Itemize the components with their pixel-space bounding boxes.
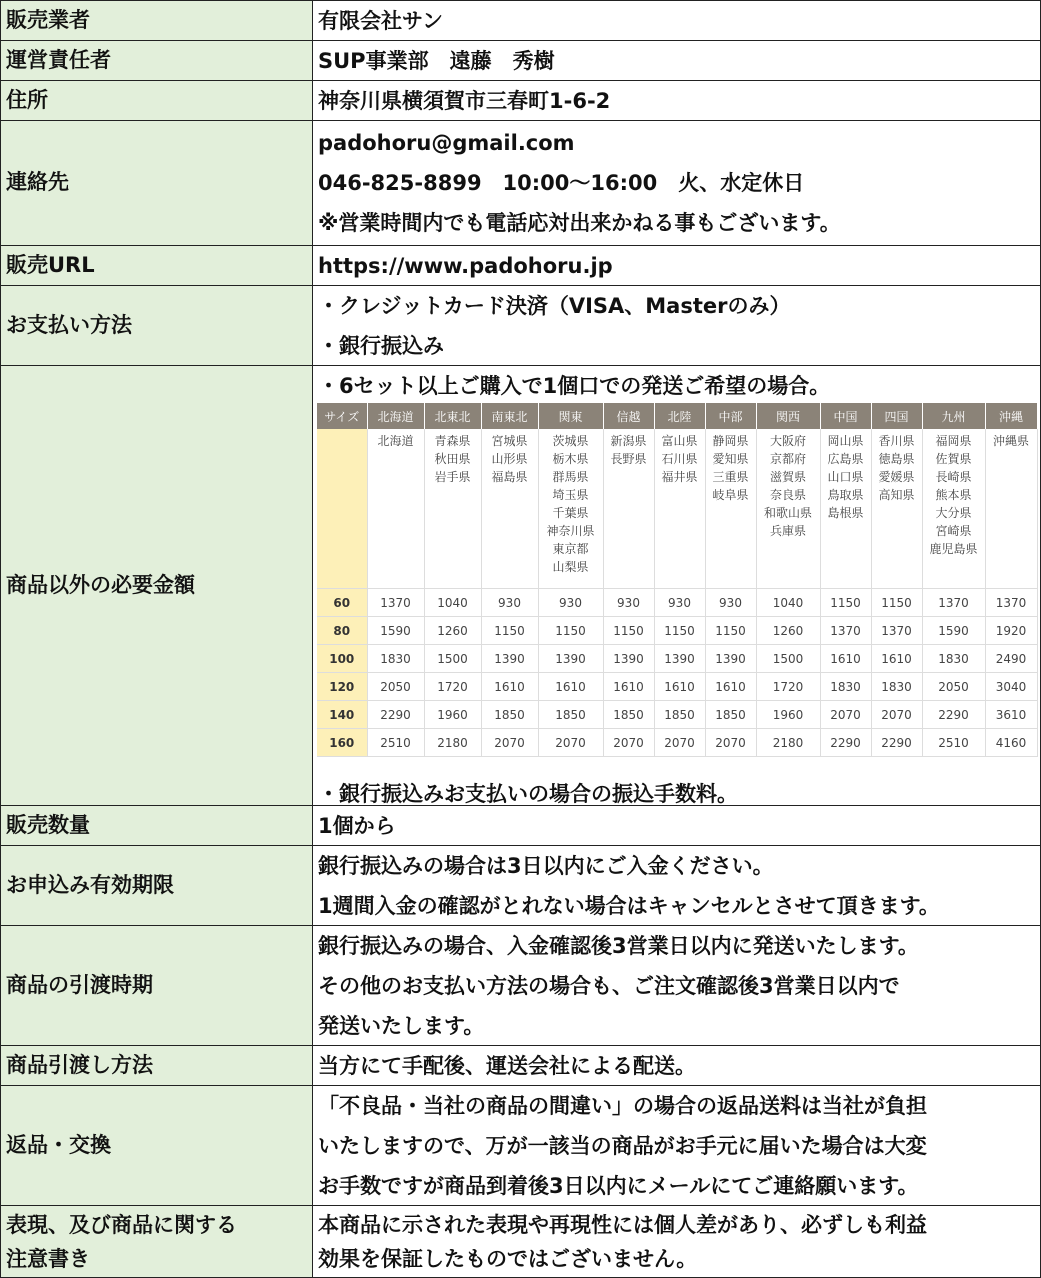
prefecture-name: 和歌山県 xyxy=(763,506,812,520)
prefecture-name: 静岡県 xyxy=(712,434,749,448)
prefecture-name: 滋賀県 xyxy=(769,470,806,484)
shipping-header-6: 北陸 xyxy=(654,403,705,429)
shipping-header-1: 北海道 xyxy=(367,403,424,429)
label-payment: お支払い方法 xyxy=(0,285,313,365)
price-cell: 2290 xyxy=(871,729,922,757)
label-seller: 販売業者 xyxy=(0,0,313,40)
prefecture-cell-1 xyxy=(367,429,424,589)
prefecture-name: 佐賀県 xyxy=(935,452,972,466)
label-method: 商品引渡し方法 xyxy=(0,1045,313,1085)
prefecture-name: 愛媛県 xyxy=(878,470,915,484)
price-cell: 1720 xyxy=(424,673,481,701)
prefecture-name: 沖縄県 xyxy=(992,434,1029,448)
value-deadline xyxy=(313,845,1041,925)
prefecture-name: 徳島県 xyxy=(878,452,915,466)
shipping-header-10: 四国 xyxy=(871,403,922,429)
price-row-80 xyxy=(317,617,1037,645)
price-cell: 1720 xyxy=(756,673,820,701)
prefecture-name: 愛知県 xyxy=(712,452,749,466)
price-cell: 1830 xyxy=(820,673,871,701)
price-cell: 1260 xyxy=(756,617,820,645)
prefecture-name: 岡山県 xyxy=(827,434,864,448)
prefecture-name: 東京都 xyxy=(552,542,589,556)
price-cell: 1960 xyxy=(424,701,481,729)
price-cell: 1150 xyxy=(654,617,705,645)
price-cell: 1370 xyxy=(820,617,871,645)
shipping-header-12: 沖縄 xyxy=(985,403,1037,429)
price-cell: 2050 xyxy=(922,673,985,701)
shipping-header-4: 関東 xyxy=(538,403,603,429)
returns-line-2: いたしますので、万が一該当の商品がお手元に届いた場合は大変 xyxy=(318,1133,927,1158)
price-cell: 2490 xyxy=(985,645,1037,673)
row-delivery xyxy=(0,925,1041,1045)
label-returns: 返品・交換 xyxy=(0,1085,313,1205)
prefecture-name: 山口県 xyxy=(827,470,864,484)
shipping-header-5: 信越 xyxy=(603,403,654,429)
price-cell: 1150 xyxy=(481,617,538,645)
price-cell: 1150 xyxy=(820,589,871,617)
row-seller xyxy=(0,0,1041,40)
price-cell: 2070 xyxy=(538,729,603,757)
value-payment xyxy=(313,285,1041,365)
price-cell: 3040 xyxy=(985,673,1037,701)
price-cell: 930 xyxy=(603,589,654,617)
prefecture-name: 三重県 xyxy=(712,470,749,484)
prefecture-name: 島根県 xyxy=(827,506,864,520)
label-address: 住所 xyxy=(0,80,313,120)
price-cell: 2290 xyxy=(922,701,985,729)
prefecture-cell-12 xyxy=(985,429,1037,589)
returns-line-3: お手数ですが商品到着後3日以内にメールにてご連絡願います。 xyxy=(318,1173,919,1198)
size-cell: 160 xyxy=(317,729,367,757)
row-returns xyxy=(0,1085,1041,1205)
price-cell: 2070 xyxy=(654,729,705,757)
label-url: 販売URL xyxy=(0,245,313,285)
notes-label-line-2: 注意書き xyxy=(6,1247,90,1271)
prefecture-name: 福岡県 xyxy=(935,434,972,448)
delivery-line-1: 銀行振込みの場合、入金確認後3営業日以内に発送いたします。 xyxy=(318,933,919,958)
price-cell: 1610 xyxy=(481,673,538,701)
price-cell: 930 xyxy=(481,589,538,617)
price-cell: 1040 xyxy=(424,589,481,617)
size-cell: 100 xyxy=(317,645,367,673)
price-cell: 2070 xyxy=(871,701,922,729)
prefecture-cell-2 xyxy=(424,429,481,589)
notes-line-1: 本商品に示された表現や再現性には個人差があり、必ずしも利益 xyxy=(318,1213,927,1237)
contact-phone-hours: 046-825-8899 10:00～16:00 火、水定休日 xyxy=(318,171,805,195)
label-quantity: 販売数量 xyxy=(0,805,313,845)
price-cell: 1850 xyxy=(705,701,756,729)
prefecture-cell-10 xyxy=(871,429,922,589)
price-cell: 2510 xyxy=(367,729,424,757)
price-cell: 3610 xyxy=(985,701,1037,729)
value-contact xyxy=(313,120,1041,245)
price-cell: 1500 xyxy=(756,645,820,673)
shipping-header-2: 北東北 xyxy=(424,403,481,429)
prefecture-name: 京都府 xyxy=(769,452,806,466)
row-address xyxy=(0,80,1041,120)
value-quantity xyxy=(313,805,1041,845)
shipping-header-11: 九州 xyxy=(922,403,985,429)
label-delivery: 商品の引渡時期 xyxy=(0,925,313,1045)
prefecture-name: 福島県 xyxy=(491,470,528,484)
price-cell: 1150 xyxy=(538,617,603,645)
label-contact: 連絡先 xyxy=(0,120,313,245)
price-cell: 2070 xyxy=(820,701,871,729)
row-manager xyxy=(0,40,1041,80)
price-cell: 1610 xyxy=(538,673,603,701)
prefecture-name: 埼玉県 xyxy=(552,488,589,502)
prefecture-name: 鹿児島県 xyxy=(929,542,978,556)
label-fees: 商品以外の必要金額 xyxy=(0,365,313,805)
price-cell: 2290 xyxy=(820,729,871,757)
prefecture-name: 新潟県 xyxy=(610,434,647,448)
prefecture-row xyxy=(317,429,1037,589)
label-manager: 運営責任者 xyxy=(0,40,313,80)
prefecture-cell-5 xyxy=(603,429,654,589)
method-text: 当方にて手配後、運送会社による配送。 xyxy=(318,1053,696,1078)
price-cell: 1370 xyxy=(922,589,985,617)
price-cell: 1390 xyxy=(481,645,538,673)
prefecture-name: 福井県 xyxy=(661,470,698,484)
price-cell: 2180 xyxy=(756,729,820,757)
price-cell: 1390 xyxy=(705,645,756,673)
price-cell: 1610 xyxy=(654,673,705,701)
shipping-header-0: サイズ xyxy=(317,403,367,429)
price-cell: 1390 xyxy=(654,645,705,673)
manager-name: SUP事業部 遠藤 秀樹 xyxy=(318,48,555,73)
price-cell: 1610 xyxy=(871,645,922,673)
price-cell: 1830 xyxy=(367,645,424,673)
shipping-header-row xyxy=(317,403,1037,429)
price-row-160 xyxy=(317,729,1037,757)
fees-outro: ・銀行振込みお支払いの場合の振込手数料。 xyxy=(318,782,738,806)
prefecture-name: 香川県 xyxy=(878,434,915,448)
row-contact xyxy=(0,120,1041,245)
price-cell: 1260 xyxy=(424,617,481,645)
prefecture-cell-3 xyxy=(481,429,538,589)
price-cell: 2050 xyxy=(367,673,424,701)
row-method xyxy=(0,1045,1041,1085)
price-row-140 xyxy=(317,701,1037,729)
value-method xyxy=(313,1045,1041,1085)
prefecture-name: 兵庫県 xyxy=(769,524,806,538)
row-payment xyxy=(0,285,1041,365)
deadline-line-2: 1週間入金の確認がとれない場合はキャンセルとさせて頂きます。 xyxy=(318,893,940,918)
size-cell: 120 xyxy=(317,673,367,701)
prefecture-name: 山梨県 xyxy=(552,560,589,574)
price-cell: 1150 xyxy=(705,617,756,645)
prefecture-name: 宮崎県 xyxy=(935,524,972,538)
prefecture-cell-4 xyxy=(538,429,603,589)
value-address xyxy=(313,80,1041,120)
sales-url-link[interactable]: https://www.padohoru.jp xyxy=(318,253,613,278)
prefecture-name: 大阪府 xyxy=(769,434,806,448)
prefecture-name: 富山県 xyxy=(661,434,698,448)
price-cell: 4160 xyxy=(985,729,1037,757)
price-cell: 930 xyxy=(705,589,756,617)
prefecture-name: 神奈川県 xyxy=(546,524,595,538)
value-returns xyxy=(313,1085,1041,1205)
value-seller xyxy=(313,0,1041,40)
prefecture-name: 長野県 xyxy=(610,452,647,466)
deadline-line-1: 銀行振込みの場合は3日以内にご入金ください。 xyxy=(318,853,774,878)
shipping-header-7: 中部 xyxy=(705,403,756,429)
price-cell: 1610 xyxy=(603,673,654,701)
row-quantity xyxy=(0,805,1041,845)
price-cell: 1150 xyxy=(871,589,922,617)
price-cell: 1390 xyxy=(603,645,654,673)
price-cell: 1390 xyxy=(538,645,603,673)
price-cell: 1590 xyxy=(367,617,424,645)
shipping-header-3: 南東北 xyxy=(481,403,538,429)
price-cell: 1850 xyxy=(654,701,705,729)
prefecture-name: 秋田県 xyxy=(434,452,471,466)
price-cell: 1370 xyxy=(871,617,922,645)
value-manager xyxy=(313,40,1041,80)
prefecture-name: 長崎県 xyxy=(935,470,972,484)
contact-note: ※営業時間内でも電話応対出来かねる事もございます。 xyxy=(318,211,841,235)
value-url xyxy=(313,245,1041,285)
size-cell: 80 xyxy=(317,617,367,645)
size-cell: 140 xyxy=(317,701,367,729)
prefecture-name: 茨城県 xyxy=(552,434,589,448)
delivery-line-2: その他のお支払い方法の場合も、ご注文確認後3営業日以内で xyxy=(318,973,900,998)
price-cell: 1150 xyxy=(603,617,654,645)
value-delivery xyxy=(313,925,1041,1045)
prefecture-name: 栃木県 xyxy=(552,452,589,466)
notes-label-line-1: 表現、及び商品に関する xyxy=(6,1213,237,1237)
prefecture-cell-8 xyxy=(756,429,820,589)
price-cell: 1590 xyxy=(922,617,985,645)
price-cell: 1610 xyxy=(705,673,756,701)
price-cell: 2180 xyxy=(424,729,481,757)
payment-credit-card: ・クレジットカード決済（VISA、Masterのみ） xyxy=(318,293,791,318)
prefecture-name: 高知県 xyxy=(878,488,915,502)
price-cell: 1920 xyxy=(985,617,1037,645)
delivery-line-3: 発送いたします。 xyxy=(318,1013,485,1038)
size-cell: 60 xyxy=(317,589,367,617)
price-row-120 xyxy=(317,673,1037,701)
row-notes xyxy=(0,1205,1041,1278)
label-deadline: お申込み有効期限 xyxy=(0,845,313,925)
prefecture-name: 群馬県 xyxy=(552,470,589,484)
price-cell: 1040 xyxy=(756,589,820,617)
prefecture-name: 宮城県 xyxy=(491,434,528,448)
shipping-header-8: 関西 xyxy=(756,403,820,429)
prefecture-name: 青森県 xyxy=(434,434,471,448)
shipping-header-9: 中国 xyxy=(820,403,871,429)
prefecture-name: 広島県 xyxy=(827,452,864,466)
quantity-text: 1個から xyxy=(318,813,396,838)
prefecture-name: 鳥取県 xyxy=(827,488,864,502)
prefecture-cell-7 xyxy=(705,429,756,589)
price-cell: 1830 xyxy=(871,673,922,701)
price-cell: 1850 xyxy=(603,701,654,729)
value-notes xyxy=(313,1205,1041,1278)
price-cell: 1370 xyxy=(985,589,1037,617)
prefecture-cell-0 xyxy=(317,429,367,589)
address-text: 神奈川県横須賀市三春町1-6-2 xyxy=(318,88,611,113)
price-cell: 1850 xyxy=(538,701,603,729)
prefecture-name: 熊本県 xyxy=(935,488,972,502)
price-cell: 2070 xyxy=(481,729,538,757)
prefecture-name: 千葉県 xyxy=(552,506,589,520)
price-row-60 xyxy=(317,589,1037,617)
prefecture-cell-6 xyxy=(654,429,705,589)
price-cell: 2290 xyxy=(367,701,424,729)
price-cell: 1830 xyxy=(922,645,985,673)
row-deadline xyxy=(0,845,1041,925)
contact-email[interactable]: padohoru@gmail.com xyxy=(318,131,575,155)
price-cell: 930 xyxy=(654,589,705,617)
label-notes xyxy=(0,1205,313,1278)
prefecture-name: 岐阜県 xyxy=(712,488,749,502)
prefecture-name: 石川県 xyxy=(661,452,698,466)
payment-bank-transfer: ・銀行振込み xyxy=(318,333,444,358)
price-cell: 1850 xyxy=(481,701,538,729)
price-cell: 2510 xyxy=(922,729,985,757)
prefecture-name: 北海道 xyxy=(377,434,414,448)
prefecture-name: 岩手県 xyxy=(434,470,471,484)
prefecture-name: 大分県 xyxy=(935,506,972,520)
notes-line-2: 効果を保証したものではございません。 xyxy=(318,1247,698,1271)
shipping-fee-table xyxy=(317,403,1038,757)
prefecture-name: 山形県 xyxy=(491,452,528,466)
price-cell: 1370 xyxy=(367,589,424,617)
price-cell: 2070 xyxy=(603,729,654,757)
prefecture-name: 奈良県 xyxy=(769,488,806,502)
prefecture-cell-11 xyxy=(922,429,985,589)
seller-name: 有限会社サン xyxy=(318,8,443,33)
prefecture-cell-9 xyxy=(820,429,871,589)
price-cell: 1610 xyxy=(820,645,871,673)
price-cell: 1500 xyxy=(424,645,481,673)
fees-intro: ・6セット以上ご購入で1個口での発送ご希望の場合。 xyxy=(318,374,831,398)
price-cell: 1960 xyxy=(756,701,820,729)
price-cell: 930 xyxy=(538,589,603,617)
price-row-100 xyxy=(317,645,1037,673)
price-cell: 2070 xyxy=(705,729,756,757)
row-url xyxy=(0,245,1041,285)
returns-line-1: 「不良品・当社の商品の間違い」の場合の返品送料は当社が負担 xyxy=(318,1093,927,1118)
